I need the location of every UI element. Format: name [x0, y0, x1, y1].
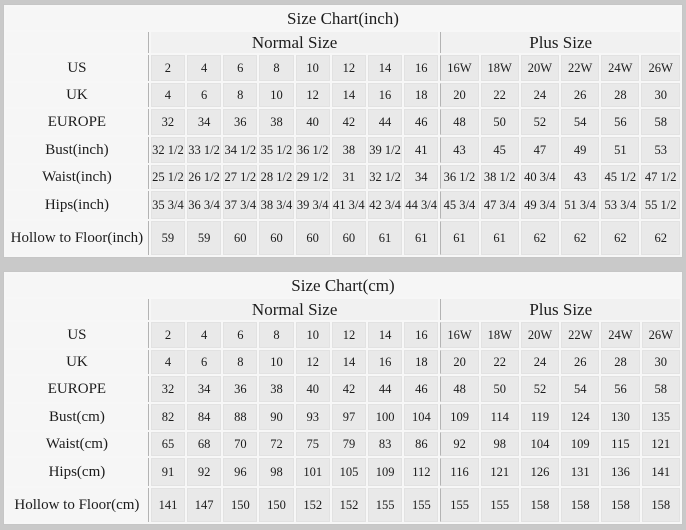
size-cell: 92 [187, 458, 221, 486]
size-cell: 8 [259, 322, 293, 348]
size-cell: 58 [642, 376, 680, 402]
size-cell: 136 [601, 458, 639, 486]
size-cell: 2 [151, 322, 185, 348]
size-cell: 54 [561, 109, 599, 135]
size-cell: 10 [296, 322, 330, 348]
size-cell: 38 [259, 109, 293, 135]
size-cell: 61 [440, 221, 478, 255]
size-cell: 24W [601, 55, 639, 81]
size-cell: 86 [404, 432, 438, 456]
size-cell: 47 3/4 [481, 191, 519, 219]
size-cell: 104 [404, 404, 438, 430]
corner-cell [6, 32, 149, 53]
size-cell: 8 [223, 350, 257, 374]
size-cell: 62 [641, 221, 680, 255]
group-header: Normal Size [151, 32, 439, 53]
size-cell: 16W [440, 55, 478, 81]
size-cell: 41 3/4 [332, 191, 366, 219]
size-cell: 27 1/2 [223, 165, 257, 189]
size-cell: 91 [151, 458, 185, 486]
size-cell: 28 [601, 350, 639, 374]
size-cell: 39 3/4 [296, 191, 330, 219]
size-cell: 40 3/4 [521, 165, 559, 189]
table-row [6, 376, 680, 402]
size-cell: 62 [601, 221, 639, 255]
size-cell: 32 [151, 376, 185, 402]
table-row [6, 404, 680, 430]
row-label: Waist(cm) [6, 432, 149, 456]
size-cell: 22W [561, 55, 599, 81]
size-cell: 26 [561, 350, 599, 374]
group-header-row [6, 299, 680, 320]
row-label: US [6, 322, 149, 348]
size-cell: 147 [187, 488, 221, 522]
size-cell: 141 [642, 458, 680, 486]
table-row [6, 432, 680, 456]
size-cell: 155 [404, 488, 438, 522]
size-cell: 33 1/2 [187, 137, 221, 163]
row-label: UK [6, 83, 149, 107]
size-cell: 47 [521, 137, 559, 163]
size-cell: 16 [368, 83, 402, 107]
size-cell: 61 [404, 221, 438, 255]
size-cell: 43 [440, 137, 478, 163]
size-cell: 150 [223, 488, 257, 522]
size-cell: 115 [601, 432, 639, 456]
size-cell: 126 [521, 458, 559, 486]
size-cell: 28 [601, 83, 639, 107]
size-cell: 53 [641, 137, 680, 163]
size-cell: 152 [296, 488, 330, 522]
size-cell: 16 [404, 55, 438, 81]
size-cell: 6 [187, 83, 221, 107]
size-cell: 2 [151, 55, 185, 81]
size-cell: 4 [187, 55, 221, 81]
size-cell: 24W [601, 322, 639, 348]
size-cell: 59 [187, 221, 221, 255]
size-cell: 83 [368, 432, 402, 456]
size-cell: 46 [404, 376, 438, 402]
size-cell: 18W [481, 55, 519, 81]
size-cell: 60 [296, 221, 330, 255]
size-cell: 70 [223, 432, 257, 456]
size-cell: 32 1/2 [368, 165, 402, 189]
size-cell: 155 [440, 488, 478, 522]
size-cell: 109 [368, 458, 402, 486]
size-cell: 22 [481, 83, 519, 107]
size-cell: 26W [641, 55, 680, 81]
row-label: Hollow to Floor(cm) [6, 488, 149, 522]
corner-cell [6, 299, 149, 320]
table-title: Size Chart(cm) [6, 274, 680, 297]
size-cell: 48 [440, 109, 478, 135]
size-cell: 60 [223, 221, 257, 255]
size-cell: 38 [259, 376, 293, 402]
size-cell: 60 [259, 221, 293, 255]
size-cell: 4 [151, 83, 185, 107]
size-cell: 116 [440, 458, 478, 486]
size-cell: 16 [404, 322, 438, 348]
table-row [6, 165, 680, 189]
size-cell: 97 [332, 404, 366, 430]
size-cell: 158 [561, 488, 599, 522]
size-cell: 6 [223, 322, 257, 348]
size-cell: 29 1/2 [296, 165, 330, 189]
size-cell: 105 [332, 458, 366, 486]
size-cell: 14 [368, 322, 402, 348]
size-cell: 150 [259, 488, 293, 522]
table-title-row [6, 7, 680, 30]
size-cell: 20 [440, 350, 478, 374]
size-cell: 18 [404, 350, 438, 374]
size-cell: 58 [641, 109, 680, 135]
size-cell: 121 [642, 432, 680, 456]
size-cell: 12 [296, 83, 330, 107]
table-row [6, 322, 680, 348]
size-cell: 90 [259, 404, 293, 430]
size-cell: 31 [332, 165, 366, 189]
row-label: US [6, 55, 149, 81]
row-label: Hips(cm) [6, 458, 149, 486]
size-cell: 40 [296, 109, 330, 135]
size-cell: 158 [642, 488, 680, 522]
size-cell: 155 [481, 488, 519, 522]
size-cell: 42 [332, 376, 366, 402]
size-cell: 56 [601, 109, 639, 135]
size-cell: 104 [521, 432, 559, 456]
row-label: Bust(cm) [6, 404, 149, 430]
size-cell: 158 [521, 488, 559, 522]
size-cell: 24 [521, 83, 559, 107]
size-cell: 16 [368, 350, 402, 374]
table-row [6, 221, 680, 255]
size-cell: 93 [296, 404, 330, 430]
size-cell: 14 [332, 350, 366, 374]
row-label: EUROPE [6, 376, 149, 402]
size-cell: 112 [404, 458, 438, 486]
size-cell: 47 1/2 [641, 165, 680, 189]
size-cell: 45 3/4 [440, 191, 478, 219]
size-cell: 25 1/2 [151, 165, 185, 189]
size-chart-inch-table [3, 4, 683, 258]
size-cell: 36 1/2 [296, 137, 330, 163]
size-cell: 44 [368, 109, 402, 135]
size-cell: 34 [404, 165, 438, 189]
size-cell: 12 [332, 322, 366, 348]
size-cell: 45 1/2 [601, 165, 639, 189]
size-cell: 44 [368, 376, 402, 402]
size-cell: 4 [187, 322, 221, 348]
size-cell: 65 [151, 432, 185, 456]
size-cell: 22W [561, 322, 599, 348]
table-row [6, 350, 680, 374]
table-row [6, 55, 680, 81]
table-row [6, 109, 680, 135]
size-cell: 53 3/4 [601, 191, 639, 219]
row-label: Bust(inch) [6, 137, 149, 163]
size-cell: 155 [368, 488, 402, 522]
size-cell: 62 [561, 221, 599, 255]
table-title: Size Chart(inch) [6, 7, 680, 30]
size-cell: 52 [521, 376, 559, 402]
table-row [6, 488, 680, 522]
size-cell: 12 [296, 350, 330, 374]
size-cell: 36 [223, 109, 257, 135]
size-cell: 10 [259, 350, 293, 374]
size-cell: 51 3/4 [561, 191, 599, 219]
size-cell: 28 1/2 [259, 165, 293, 189]
size-cell: 34 [187, 109, 221, 135]
size-cell: 26 [561, 83, 599, 107]
size-cell: 38 3/4 [259, 191, 293, 219]
size-cell: 34 1/2 [223, 137, 257, 163]
size-cell: 12 [332, 55, 366, 81]
size-cell: 36 3/4 [187, 191, 221, 219]
size-cell: 40 [296, 376, 330, 402]
size-cell: 60 [332, 221, 366, 255]
size-cell: 14 [368, 55, 402, 81]
size-cell: 35 3/4 [151, 191, 185, 219]
table-row [6, 458, 680, 486]
size-cell: 62 [521, 221, 559, 255]
size-cell: 152 [332, 488, 366, 522]
table-row [6, 137, 680, 163]
size-cell: 18W [481, 322, 519, 348]
size-cell: 49 [561, 137, 599, 163]
row-label: EUROPE [6, 109, 149, 135]
size-cell: 75 [296, 432, 330, 456]
size-cell: 135 [642, 404, 680, 430]
size-cell: 50 [481, 109, 519, 135]
size-cell: 98 [481, 432, 519, 456]
size-cell: 4 [151, 350, 185, 374]
size-cell: 46 [404, 109, 438, 135]
size-cell: 44 3/4 [404, 191, 438, 219]
size-cell: 20W [521, 322, 559, 348]
size-cell: 50 [481, 376, 519, 402]
size-cell: 6 [223, 55, 257, 81]
size-cell: 22 [481, 350, 519, 374]
size-cell: 30 [641, 83, 680, 107]
size-cell: 54 [561, 376, 599, 402]
size-cell: 59 [151, 221, 185, 255]
size-cell: 114 [481, 404, 519, 430]
group-header: Normal Size [151, 299, 439, 320]
size-cell: 92 [440, 432, 478, 456]
size-cell: 10 [259, 83, 293, 107]
size-cell: 8 [223, 83, 257, 107]
row-label: UK [6, 350, 149, 374]
size-cell: 32 1/2 [151, 137, 185, 163]
size-cell: 82 [151, 404, 185, 430]
size-cell: 42 3/4 [368, 191, 402, 219]
size-cell: 36 [223, 376, 257, 402]
size-cell: 61 [481, 221, 519, 255]
size-cell: 14 [332, 83, 366, 107]
size-cell: 45 [481, 137, 519, 163]
size-cell: 109 [440, 404, 478, 430]
row-label: Hips(inch) [6, 191, 149, 219]
size-cell: 26W [642, 322, 680, 348]
size-cell: 37 3/4 [223, 191, 257, 219]
size-cell: 42 [332, 109, 366, 135]
size-cell: 6 [187, 350, 221, 374]
size-cell: 84 [187, 404, 221, 430]
size-cell: 130 [601, 404, 639, 430]
size-cell: 68 [187, 432, 221, 456]
size-cell: 35 1/2 [259, 137, 293, 163]
size-cell: 20 [440, 83, 478, 107]
size-cell: 18 [404, 83, 438, 107]
size-cell: 38 1/2 [481, 165, 519, 189]
size-cell: 20W [521, 55, 559, 81]
size-cell: 43 [561, 165, 599, 189]
size-cell: 55 1/2 [641, 191, 680, 219]
table-row [6, 191, 680, 219]
size-cell: 61 [368, 221, 402, 255]
size-cell: 131 [561, 458, 599, 486]
size-cell: 41 [404, 137, 438, 163]
size-cell: 10 [296, 55, 330, 81]
size-cell: 39 1/2 [368, 137, 402, 163]
row-label: Hollow to Floor(inch) [6, 221, 149, 255]
size-cell: 158 [601, 488, 639, 522]
size-cell: 8 [259, 55, 293, 81]
size-cell: 52 [521, 109, 559, 135]
size-cell: 32 [151, 109, 185, 135]
table-row [6, 83, 680, 107]
size-cell: 36 1/2 [440, 165, 478, 189]
size-chart-cm-table [3, 271, 683, 525]
group-header: Plus Size [440, 32, 680, 53]
row-label: Waist(inch) [6, 165, 149, 189]
size-cell: 38 [332, 137, 366, 163]
size-cell: 79 [332, 432, 366, 456]
size-cell: 72 [259, 432, 293, 456]
size-cell: 141 [151, 488, 185, 522]
size-cell: 34 [187, 376, 221, 402]
size-cell: 98 [259, 458, 293, 486]
size-cell: 30 [642, 350, 680, 374]
size-cell: 26 1/2 [187, 165, 221, 189]
size-cell: 56 [601, 376, 639, 402]
size-cell: 48 [440, 376, 478, 402]
size-cell: 124 [561, 404, 599, 430]
size-cell: 109 [561, 432, 599, 456]
size-cell: 16W [440, 322, 478, 348]
size-cell: 51 [601, 137, 639, 163]
size-cell: 96 [223, 458, 257, 486]
size-cell: 119 [521, 404, 559, 430]
size-cell: 88 [223, 404, 257, 430]
size-cell: 100 [368, 404, 402, 430]
size-cell: 101 [296, 458, 330, 486]
size-cell: 24 [521, 350, 559, 374]
group-header-row [6, 32, 680, 53]
group-header: Plus Size [440, 299, 680, 320]
size-cell: 121 [481, 458, 519, 486]
size-cell: 49 3/4 [521, 191, 559, 219]
table-title-row [6, 274, 680, 297]
